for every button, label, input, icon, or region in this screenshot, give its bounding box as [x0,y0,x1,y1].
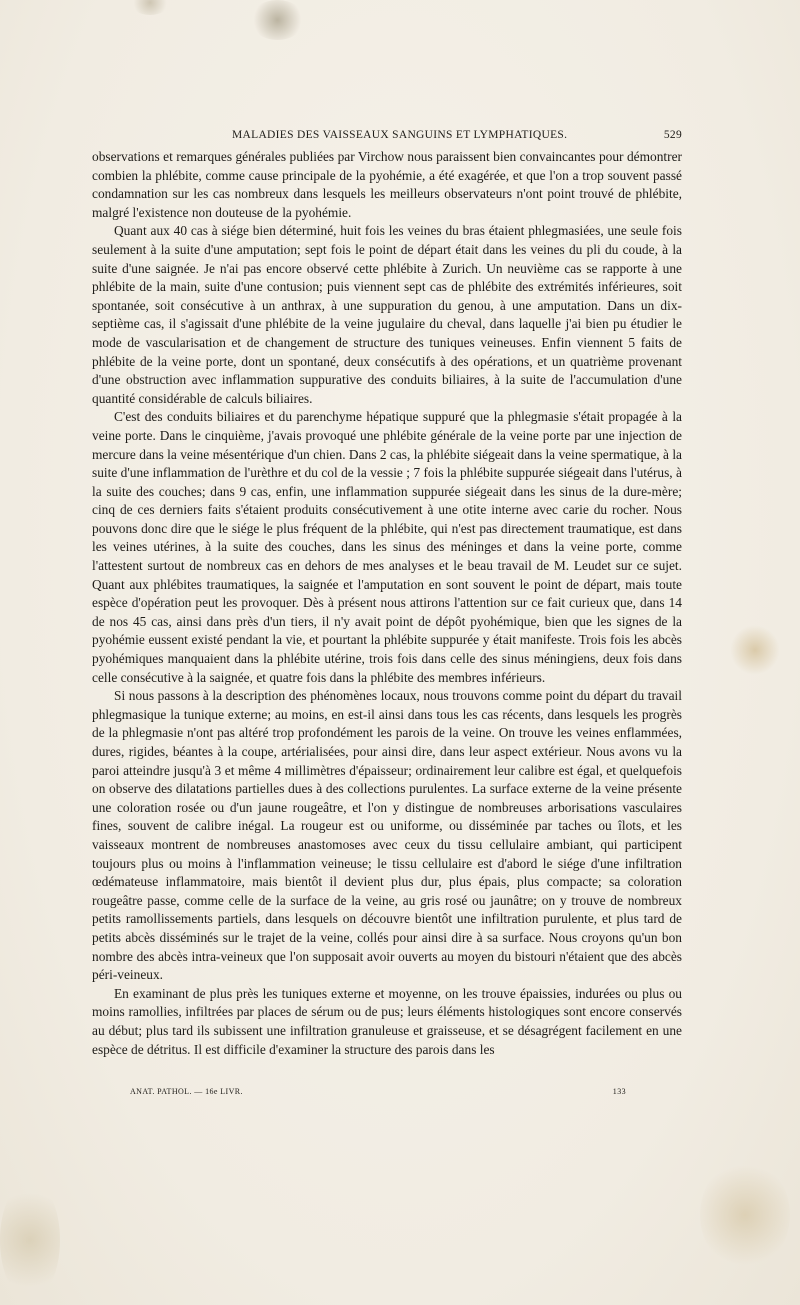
paper-stain [730,625,780,675]
body-text [92,148,682,1059]
paragraph: observations et remarques générales publiées par Virchow nous paraissent bien convaincantes pour démontrer combien la phlébite, comme cause principale de la pyohémie, a été exagérée, et que l'on a trop souvent passé condamnation sur les cas nombreux dans lesquels les meilleurs observateurs n'ont point trouvé de phlébite, malgré l'existence non douteuse de la pyohémie. [92,149,682,220]
signature-mark: ANAT. PATHOL. — 16e LIVR. [130,1087,243,1096]
paragraph: Quant aux 40 cas à siége bien déterminé, huit fois les veines du bras étaient phlegmasiées, une seule fois seulement à la suite d'une amputation; sept fois le point de départ était dans les veines du pli du coude, à la suite d'une saignée. Je n'ai pas encore observé cette phlébite à Zurich. Un neuvième cas se rapporte à une phlébite de la main, suite d'une contusion; puis viennent sept cas de phlébite des extrémités inférieures, soit spontanée, soit consécutive à un anthrax, à une suppuration du genou, à une amputation. Dans un dix-septième cas, il s'agissait d'une phlébite de la veine jugulaire du cheval, dans laquelle j'ai bien pu étudier le mode de vascularisation et de changement de structure des tuniques veineuses. Enfin viennent 5 faits de phlébite de la veine porte, dont un spontané, deux consécutifs à des opérations, et un quatrième provenant d'une obstruction avec inflammation suppurative des conduits biliaires, à la suite de l'accumulation d'une quantité considérable de calculs biliaires. [92,223,682,406]
sheet-number: 133 [612,1087,626,1096]
paper-stain [700,1160,790,1270]
page-header [92,129,682,145]
paper-stain [130,0,170,15]
paper-stain [250,0,305,40]
paper-stain [0,1180,60,1300]
paragraph: C'est des conduits biliaires et du parenchyme hépatique suppuré que la phlegmasie s'était propagée à la veine porte. Dans le cinquième, j'avais provoqué une phlébite générale de la veine porte par une injection de mercure dans la veine mésentérique d'un chien. Dans 2 cas, la phlébite siégeait dans la veine spermatique, à la suite d'une inflammation de l'urèthre et du col de la vessie ; 7 fois la phlébite suppurée siégeait dans l'utérus, à la suite des couches; dans 9 cas, enfin, une inflammation suppurée siégeait dans les sinus de la dure-mère; cinq de ces derniers faits s'étaient produits consécutivement à une otite interne avec carie du rocher. Nous pouvons donc dire que le siége le plus fréquent de la phlébite, qui n'est pas directement traumatique, est dans les veines utérines, à la suite des couches, dans les sinus des méninges et dans la veine porte, comme l'attestent surtout de nombreux cas en dehors de mes analyses et le beau travail de M. Leudet sur ce sujet. Quant aux phlébites traumatiques, la saignée et l'amputation en sont souvent le point de départ, mais toute espèce d'opération peut les provoquer. Dès à présent nous attirons l'attention sur ce fait curieux que, dans 14 de nos 45 cas, ainsi dans près d'un tiers, il n'y avait point de dépôt pyohémique, bien que les signes de la pyohémie eussent existé pendant la vie, et pourtant la phlébite suppurée y était manifeste. Trois fois les abcès pyohémiques manquaient dans la phlébite utérine, trois fois dans celle des sinus méningiens, deux fois dans celle consécutive à la saignée, et quatre fois dans la phlébite des membres inférieurs. [92,409,682,685]
page-number: 529 [663,129,682,141]
page-footer [130,1087,626,1099]
running-title: MALADIES DES VAISSEAUX SANGUINS ET LYMPHATIQUES. [232,129,568,141]
paragraph: En examinant de plus près les tuniques externe et moyenne, on les trouve épaissies, indurées ou plus ou moins ramollies, infiltrées par places de sérum ou de pus; leurs éléments histologiques sont encore conservés au début; plus tard ils subissent une infiltration granuleuse et graisseuse, et se désagrégent facilement en une espèce de détritus. Il est difficile d'examiner la structure des parois dans les [92,985,682,1057]
paragraph: Si nous passons à la description des phénomènes locaux, nous trouvons comme point du départ du travail phlegmasique la tunique externe; au moins, en est-il ainsi dans tous les cas récents, dans lesquels les progrès de la phlegmasie n'ont pas altéré trop profondément les parois de la veine. On trouve les veines enflammées, dures, rigides, béantes à la coupe, artérialisées, pour ainsi dire, dans leur aspect extérieur. Nous avons vu la paroi atteindre jusqu'à 3 et même 4 millimètres d'épaisseur; ordinairement leur calibre est égal, et quelquefois on observe des dilatations partielles dues à des collections purulentes. La surface externe de la veine présente une coloration rosée ou d'un jaune rougeâtre, et l'on y distingue de nombreuses arborisations vasculaires fines, souvent de calibre inégal. La rougeur est ou uniforme, ou disséminée par taches ou îlots, et les vaisseaux montrent de nombreuses anastomoses avec ceux du tissu cellulaire ambiant, qui participent toujours plus ou moins à l'inflammation veineuse; le tissu cellulaire est d'abord le siége d'une infiltration œdémateuse inflammatoire, mais bientôt il devient plus dur, plus épais, plus compacte; sa coloration rougeâtre passe, comme celle de la surface de la veine, au gris rosé ou jaunâtre; on y trouve de nombreux petits ramollissements partiels, dans lesquels on découvre bientôt une infiltration purulente, et plus tard de petits abcès disséminés sur le trajet de la veine, collés pour ainsi dire à sa surface. Nous croyons qu'un bon nombre des abcès intra-veineux que l'on supposait avoir ouverts au moyen du bistouri n'étaient que des abcès péri-veineux. [92,688,682,983]
